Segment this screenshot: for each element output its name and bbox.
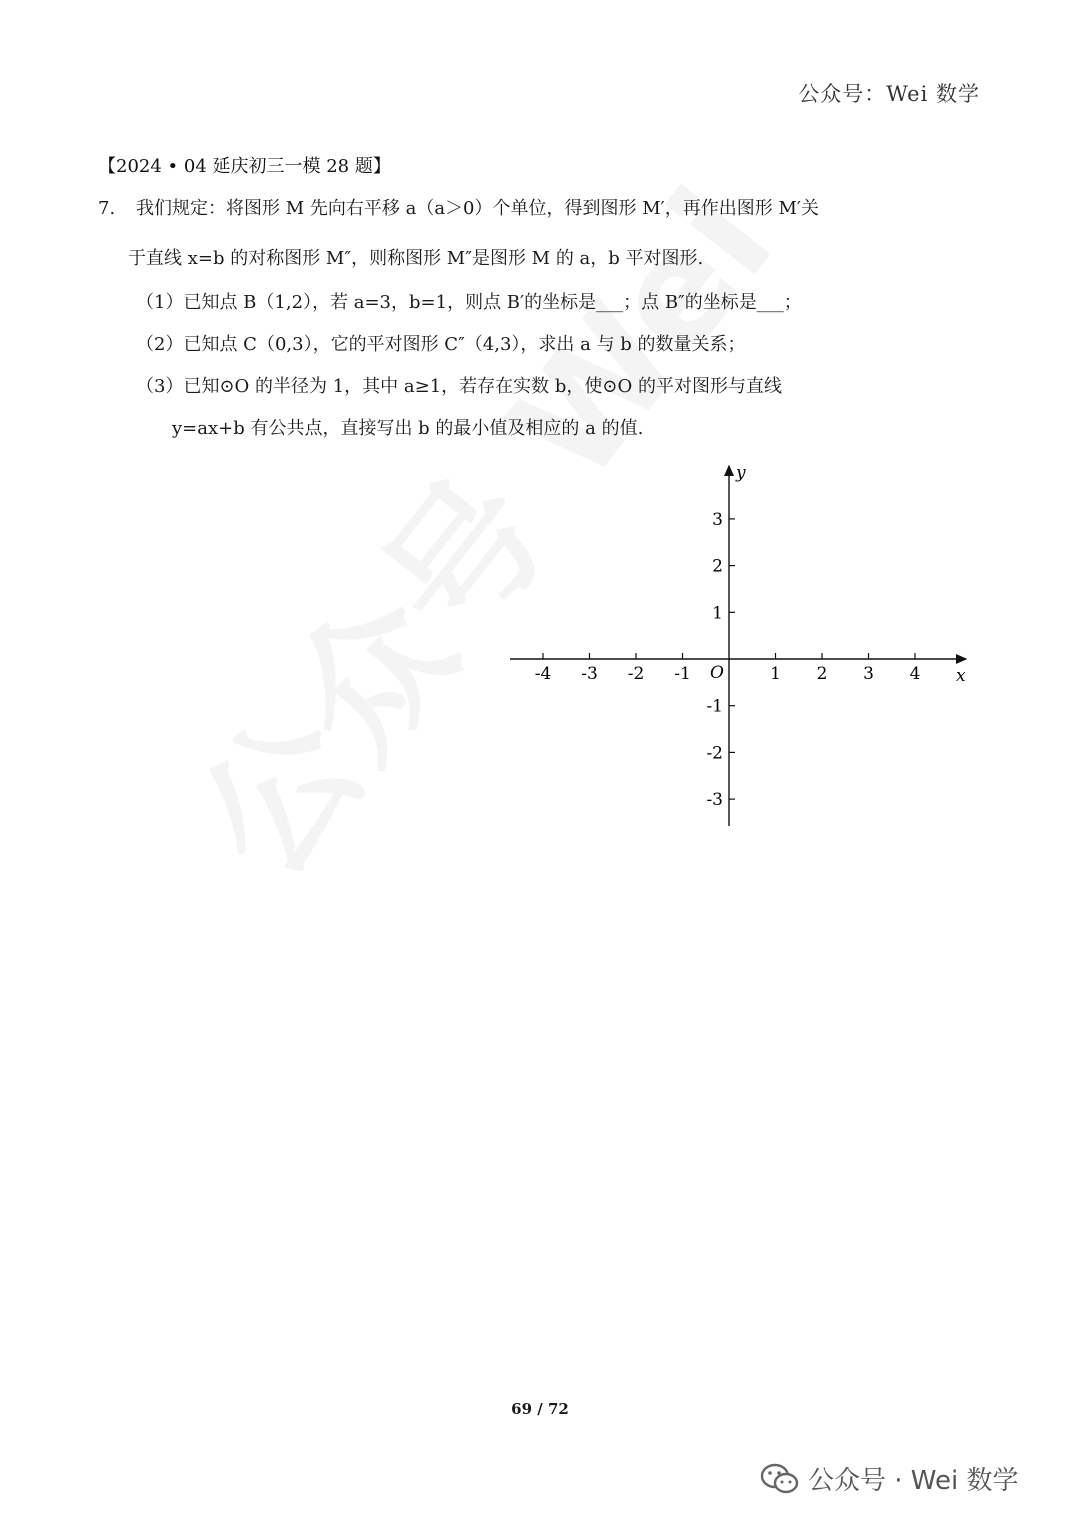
- y-tick-label: -2: [706, 743, 723, 764]
- wechat-icon: [760, 1463, 800, 1495]
- x-tick-label: -3: [581, 664, 598, 684]
- source-tag: 【2024 • 04 延庆初三一模 28 题】: [98, 156, 391, 177]
- x-tick-label: 4: [909, 664, 921, 684]
- footer-brand-text: 公众号 · Wei 数学: [808, 1466, 1019, 1496]
- sub-question-1: （1）已知点 B（1,2），若 a=3，b=1，则点 B′的坐标是___；点 B″的坐标是___；: [136, 292, 802, 313]
- question-number: 7.: [98, 198, 116, 219]
- x-tick-label: -4: [534, 664, 552, 684]
- x-tick-label: -1: [674, 664, 691, 684]
- sub-question-2: （2）已知点 C（0,3），它的平对图形 C″（4,3），求出 a 与 b 的数量关系；: [136, 334, 746, 355]
- origin-label: O: [710, 663, 724, 683]
- x-tick-label: 2: [816, 664, 828, 684]
- sub-question-3-line-2: y=ax+b 有公共点，直接写出 b 的最小值及相应的 a 的值.: [172, 418, 644, 439]
- page-number: 69 / 72: [511, 1400, 569, 1418]
- x-tick-label: -2: [627, 664, 645, 684]
- x-tick-label: 3: [863, 664, 874, 684]
- x-tick-label: 1: [770, 664, 781, 684]
- question-text-line-1: 我们规定：将图形 M 先向右平移 a（a＞0）个单位，得到图形 M′，再作出图形 M′关: [136, 198, 819, 219]
- y-tick-label: 1: [712, 603, 723, 624]
- header-account-label: 公众号：Wei 数学: [798, 82, 980, 106]
- y-tick-label: 3: [712, 509, 723, 530]
- x-axis-label: x: [956, 666, 966, 686]
- y-tick-label: -3: [706, 790, 723, 811]
- y-axis-label: y: [736, 463, 746, 483]
- footer-brand: [760, 1460, 1018, 1497]
- question-text-line-2: 于直线 x=b 的对称图形 M″，则称图形 M″是图形 M 的 a，b 平对图形.: [128, 248, 704, 269]
- sub-question-3-line-1: （3）已知⊙O 的半径为 1，其中 a≥1，若存在实数 b，使⊙O 的平对图形与直线: [136, 376, 782, 397]
- y-tick-label: 2: [712, 556, 723, 577]
- y-tick-label: -1: [706, 696, 723, 717]
